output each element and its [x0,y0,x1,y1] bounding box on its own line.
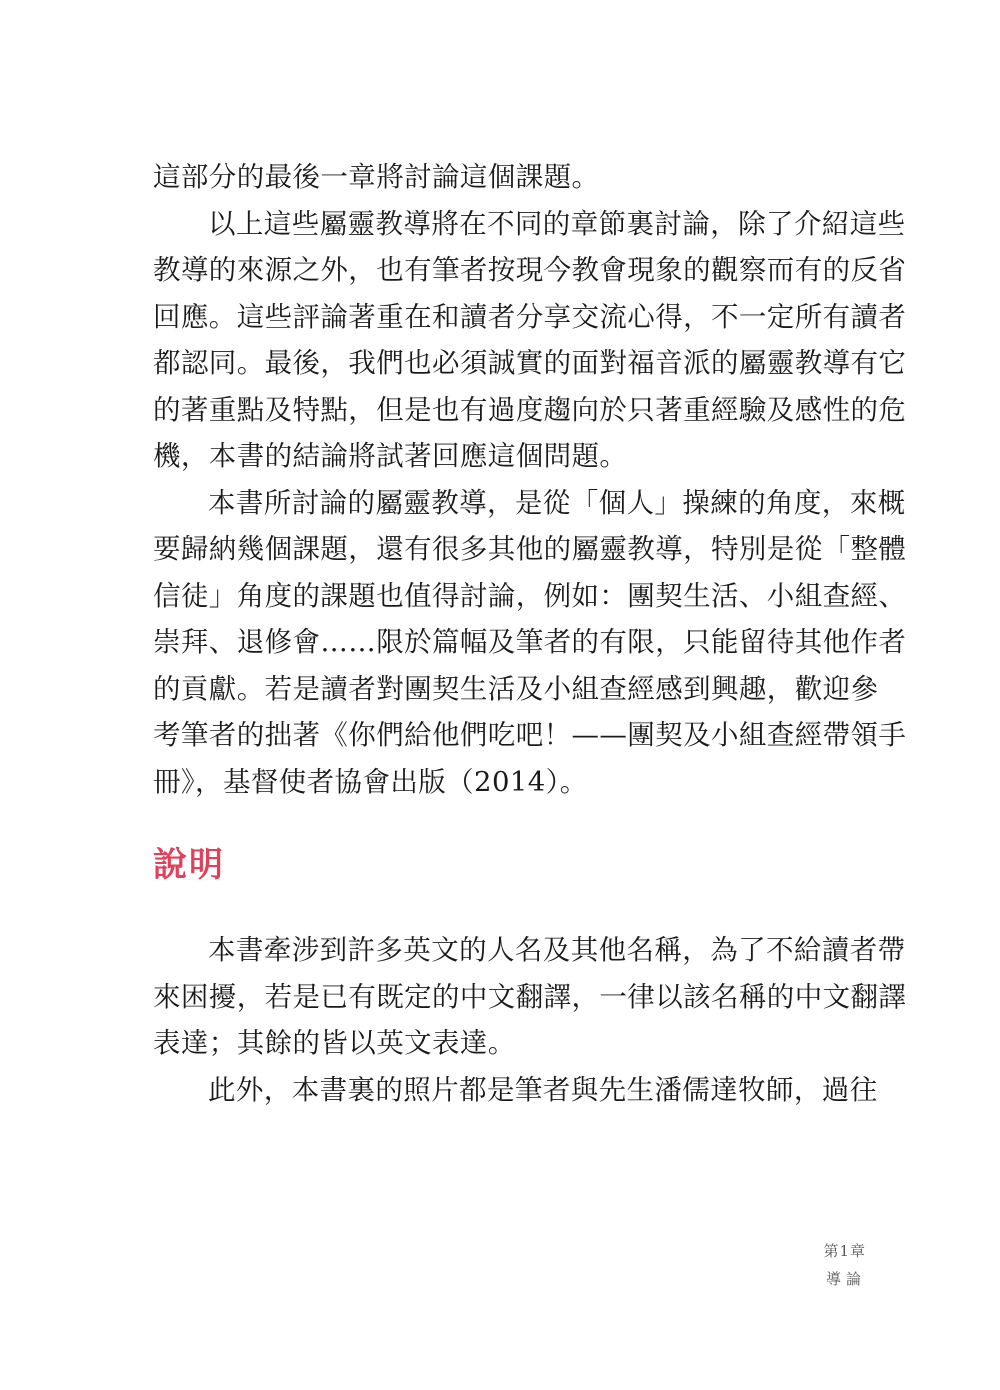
body-line: 要歸納幾個課題，還有很多其他的屬靈教導，特別是從「整體 [153,533,907,565]
body-line: 這部分的最後一章將討論這個課題。 [153,161,600,193]
body-line: 本書所討論的屬靈教導，是從「個人」操練的角度，來概 [208,486,906,519]
section-text [153,927,907,1113]
body-line: 回應。這些評論著重在和讀者分享交流心得，不一定所有讀者 [153,300,907,333]
body-line: 崇拜、退修會……限於篇幅及筆者的有限，只能留待其他作者 [153,626,907,658]
footer-chapter: 第1章 [823,1242,866,1260]
body-line: 考筆者的拙著《你們給他們吃吧！——團契及小組查經帶領手 [153,719,907,751]
body-line: 信徒」角度的課題也值得討論，例如：團契生活、小組查經、 [153,579,907,612]
body-line: 都認同。最後，我們也必須誠實的面對福音派的屬靈教導有它 [153,347,907,379]
section-line: 本書牽涉到許多英文的人名及其他名稱，為了不給讀者帶 [208,934,906,966]
section-heading: 說明 [153,845,225,885]
section-line: 此外，本書裏的照片都是筆者與先生潘儒達牧師，過往 [208,1073,878,1106]
body-line: 的貢獻。若是讀者對團契生活及小組查經感到興趣，歡迎參 [153,672,879,705]
body-line: 以上這些屬靈教導將在不同的章節裏討論，除了介紹這些 [208,207,906,240]
section-line: 來困擾，若是已有既定的中文翻譯，一律以該名稱的中文翻譯 [153,980,907,1013]
section-line: 表達；其餘的皆以英文表達。 [153,1027,516,1059]
footer-title: 導論 [825,1270,866,1288]
body-line: 機，本書的結論將試著回應這個問題。 [153,440,628,472]
page-footer [823,1237,866,1293]
body-line: 教導的來源之外，也有筆者按現今教會現象的觀察而有的反省 [153,254,907,286]
body-text [153,154,907,805]
body-line: 冊》，基督使者協會出版（2014）。 [153,765,588,798]
body-line: 的著重點及特點，但是也有過度趨向於只著重經驗及感性的危 [153,393,907,426]
